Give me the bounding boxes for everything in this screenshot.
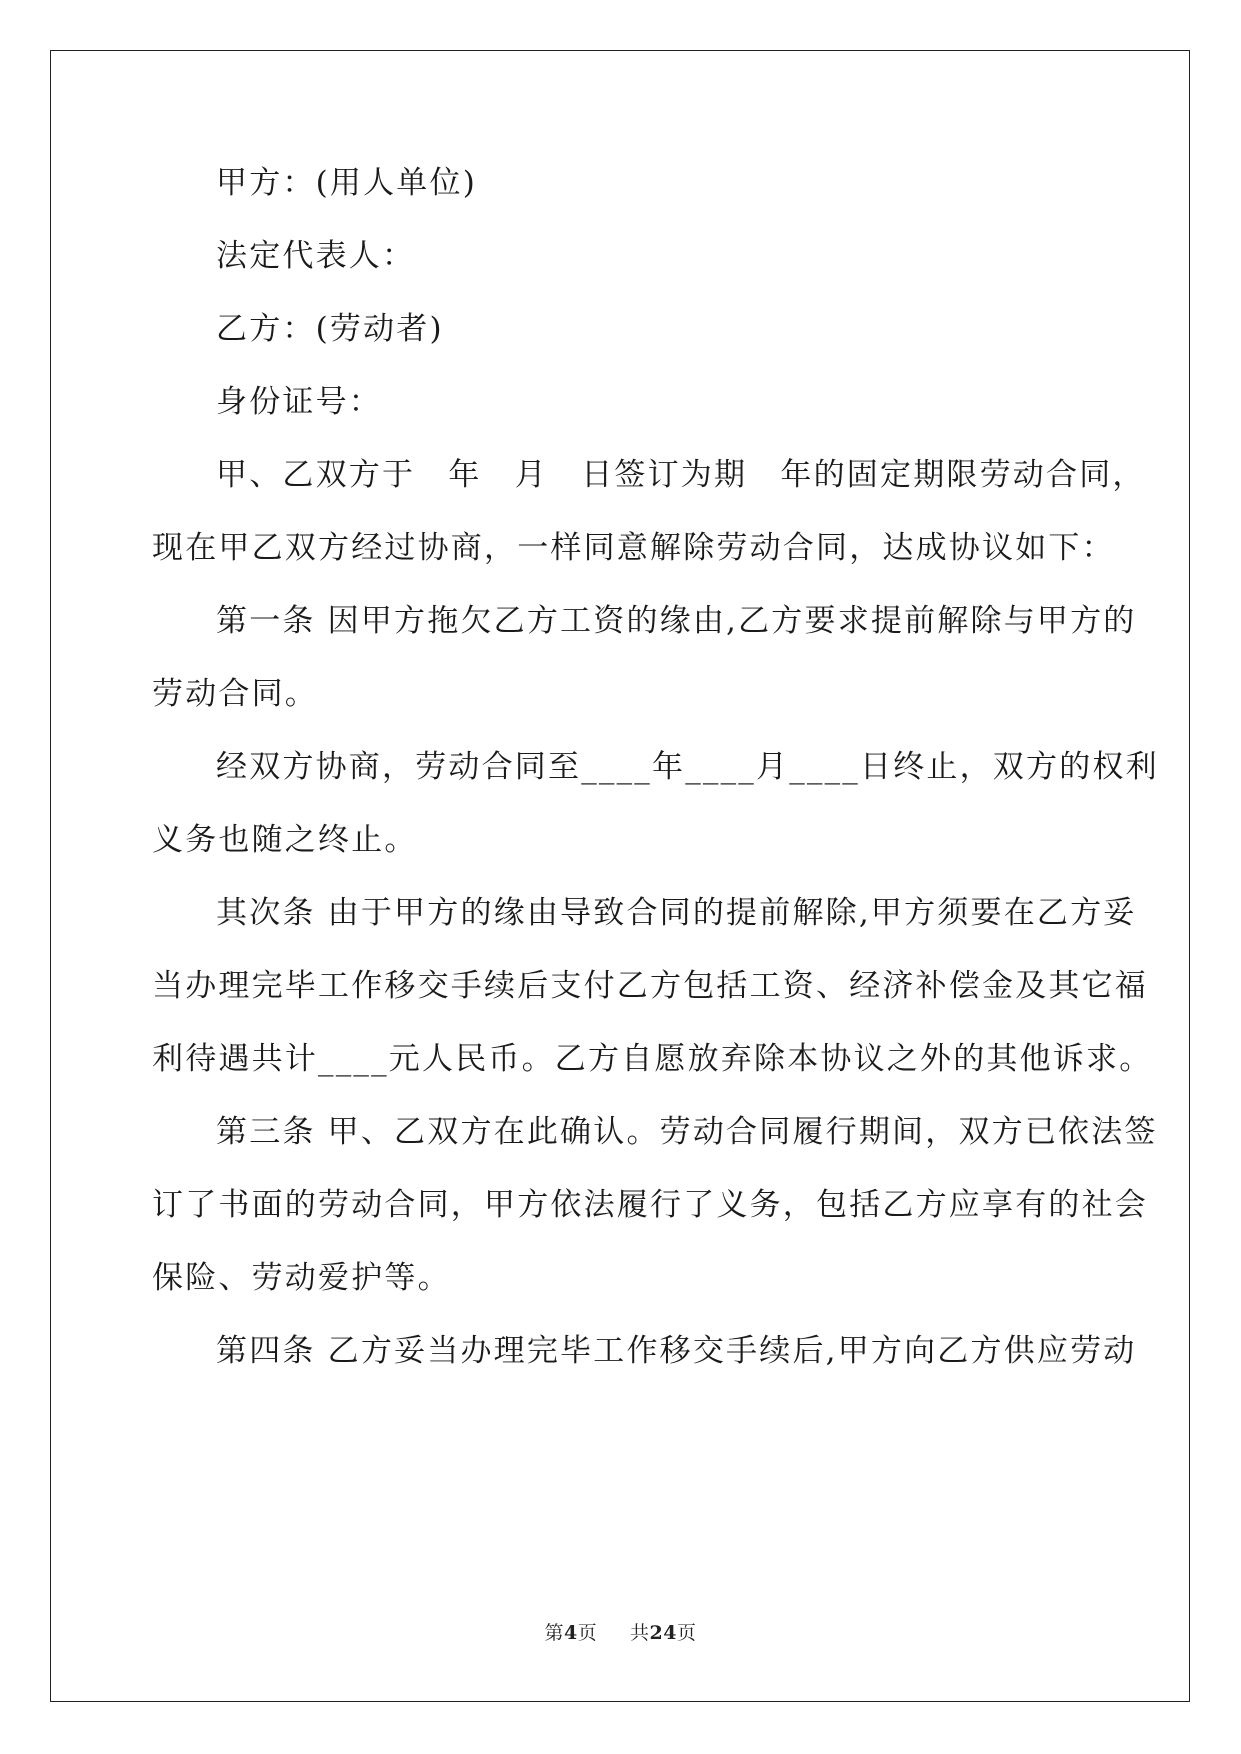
paragraph-line: 保险、劳动爱护等。 xyxy=(152,1260,451,1296)
page-footer xyxy=(0,1618,1241,1645)
total-prefix: 共 xyxy=(629,1622,650,1644)
party-a-line: 甲方：(用人单位) xyxy=(216,165,477,201)
paragraph-line: 经双方协商，劳动合同至____年____月____日终止，双方的权利 xyxy=(216,749,1159,785)
page-suffix: 页 xyxy=(577,1622,598,1644)
paragraph-line: 利待遇共计____元人民币。乙方自愿放弃除本协议之外的其他诉求。 xyxy=(152,1041,1153,1077)
paragraph-line: 当办理完毕工作移交手续后支付乙方包括工资、经济补偿金及其它福 xyxy=(152,968,1148,1004)
id-number-line: 身份证号： xyxy=(216,384,382,420)
legal-representative-line: 法定代表人： xyxy=(216,238,416,274)
paragraph-line: 甲、乙双方于 年 月 日签订为期 年的固定期限劳动合同， xyxy=(216,457,1146,493)
page-prefix: 第 xyxy=(544,1622,565,1644)
total-pages: 24 xyxy=(649,1622,677,1644)
paragraph-line: 劳动合同。 xyxy=(152,676,318,712)
article-two-line: 其次条 由于甲方的缘由导致合同的提前解除,甲方须要在乙方妥 xyxy=(216,895,1137,931)
total-suffix: 页 xyxy=(676,1622,697,1644)
article-three-line: 第三条 甲、乙双方在此确认。劳动合同履行期间，双方已依法签 xyxy=(216,1114,1158,1150)
article-four-line: 第四条 乙方妥当办理完毕工作移交手续后,甲方向乙方供应劳动 xyxy=(216,1333,1137,1369)
paragraph-line: 义务也随之终止。 xyxy=(152,822,418,858)
document-body xyxy=(152,165,1159,1407)
paragraph-line: 现在甲乙双方经过协商，一样同意解除劳动合同，达成协议如下： xyxy=(152,530,1115,566)
party-b-line: 乙方：(劳动者) xyxy=(216,311,444,347)
paragraph-line: 订了书面的劳动合同，甲方依法履行了义务，包括乙方应享有的社会 xyxy=(152,1187,1148,1223)
page-number: 4 xyxy=(564,1622,578,1644)
article-one-line: 第一条 因甲方拖欠乙方工资的缘由,乙方要求提前解除与甲方的 xyxy=(216,603,1137,639)
